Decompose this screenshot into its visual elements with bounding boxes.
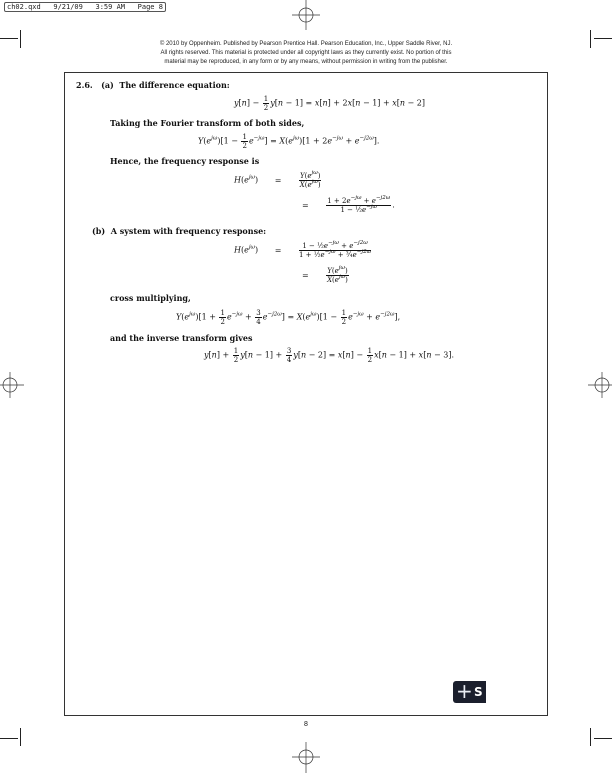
part-a-heading bbox=[76, 80, 230, 90]
badge-letter: S bbox=[474, 685, 483, 699]
copyright-line-2: All rights reserved. This material is protected under all copyright laws as they currently exist. No portion of this bbox=[160, 49, 452, 56]
inverse-transform-equation: y[n] + $\frac{1}{2}$ y[n − 1] + $\frac{3}{4}$ y[n − 2] = x[n] − $\frac{1}{2}$ x[n − 1] + x[n − 3]. bbox=[204, 347, 455, 364]
print-slug: ch02.qxd 9/21/09 3:59 AM Page 8 bbox=[4, 2, 166, 12]
part-b-title: A system with frequency response: bbox=[110, 226, 267, 236]
floating-widget-button[interactable] bbox=[453, 681, 486, 703]
frequency-response-equation-b-ratio: = $\frac{Y(e^{j\omega})}{X(e^{j\omega})}$ bbox=[302, 265, 348, 284]
part-a-label: (a) bbox=[101, 80, 114, 90]
difference-equation: y[n] − $\frac{1}{2}$ y[n − 1] = x[n] + 2x[n − 1] + x[n − 2] bbox=[234, 95, 425, 112]
copyright-line-1: © 2010 by Oppenheim. Published by Pearson Prentice Hall. Pearson Education, Inc., Upper Saddle River, NJ. bbox=[159, 41, 453, 47]
cross-multiplied-equation: $Y(e^{j\omega})[1$ + $\frac{1}{2}$ $e^{-j\omega}$ + $\frac{3}{4}$ $e^{-j2\omega}] = X(e^{j\omega})[1$ − $\frac{1}{2}$ $e^{-j\omega} + e^{-j2\omega}$], bbox=[176, 309, 401, 326]
frequency-response-equation-a: $H(e^{j\omega})$ = $\frac{Y(e^{j\omega})}{X(e^{j\omega})}$ bbox=[234, 170, 321, 189]
page-number: 8 bbox=[304, 721, 308, 728]
registration-mark-bottom bbox=[290, 742, 322, 773]
registration-mark-left bbox=[0, 370, 24, 400]
taking-fourier-text: Taking the Fourier transform of both sides, bbox=[110, 118, 305, 128]
copyright-line-3: material may be reproduced, in any form or by any means, without permission in writing from the publisher. bbox=[164, 58, 448, 65]
fourier-transform-equation: $Y(e^{j\omega})[1$ − $\frac{1}{2}$ $e^{-j\omega}] = X(e^{j\omega})[1 + 2e^{-j\omega} + e^{-j2\omega}]$. bbox=[198, 133, 380, 150]
part-b-heading bbox=[92, 226, 266, 236]
registration-mark-right bbox=[588, 370, 612, 400]
hence-text: Hence, the frequency response is bbox=[110, 156, 260, 166]
cross-multiplying-text: cross multiplying, bbox=[110, 293, 191, 303]
inverse-transform-text: and the inverse transform gives bbox=[110, 333, 253, 343]
frequency-response-equation-a-result: = $\frac{1 + 2e^{-j\omega} + e^{-j2\omega}}{1 - \frac{1}{2}e^{-j\omega}}$ . bbox=[302, 195, 395, 214]
part-a-title: The difference equation: bbox=[119, 80, 230, 90]
plus-icon: + bbox=[456, 679, 473, 703]
frequency-response-equation-b: $H(e^{j\omega})$ = $\frac{1 - \frac{1}{2}e^{-j\omega} + e^{-j2\omega}}{1 + \frac{1}{2}e^{-j\omega} + \frac{3}{4}e^{-j2\omega}}$ bbox=[234, 240, 372, 259]
part-b-label: (b) bbox=[92, 226, 106, 236]
registration-mark-top bbox=[290, 0, 322, 30]
copyright-notice bbox=[80, 40, 532, 66]
page-frame bbox=[64, 72, 548, 716]
problem-number: 2.6. bbox=[76, 80, 93, 90]
